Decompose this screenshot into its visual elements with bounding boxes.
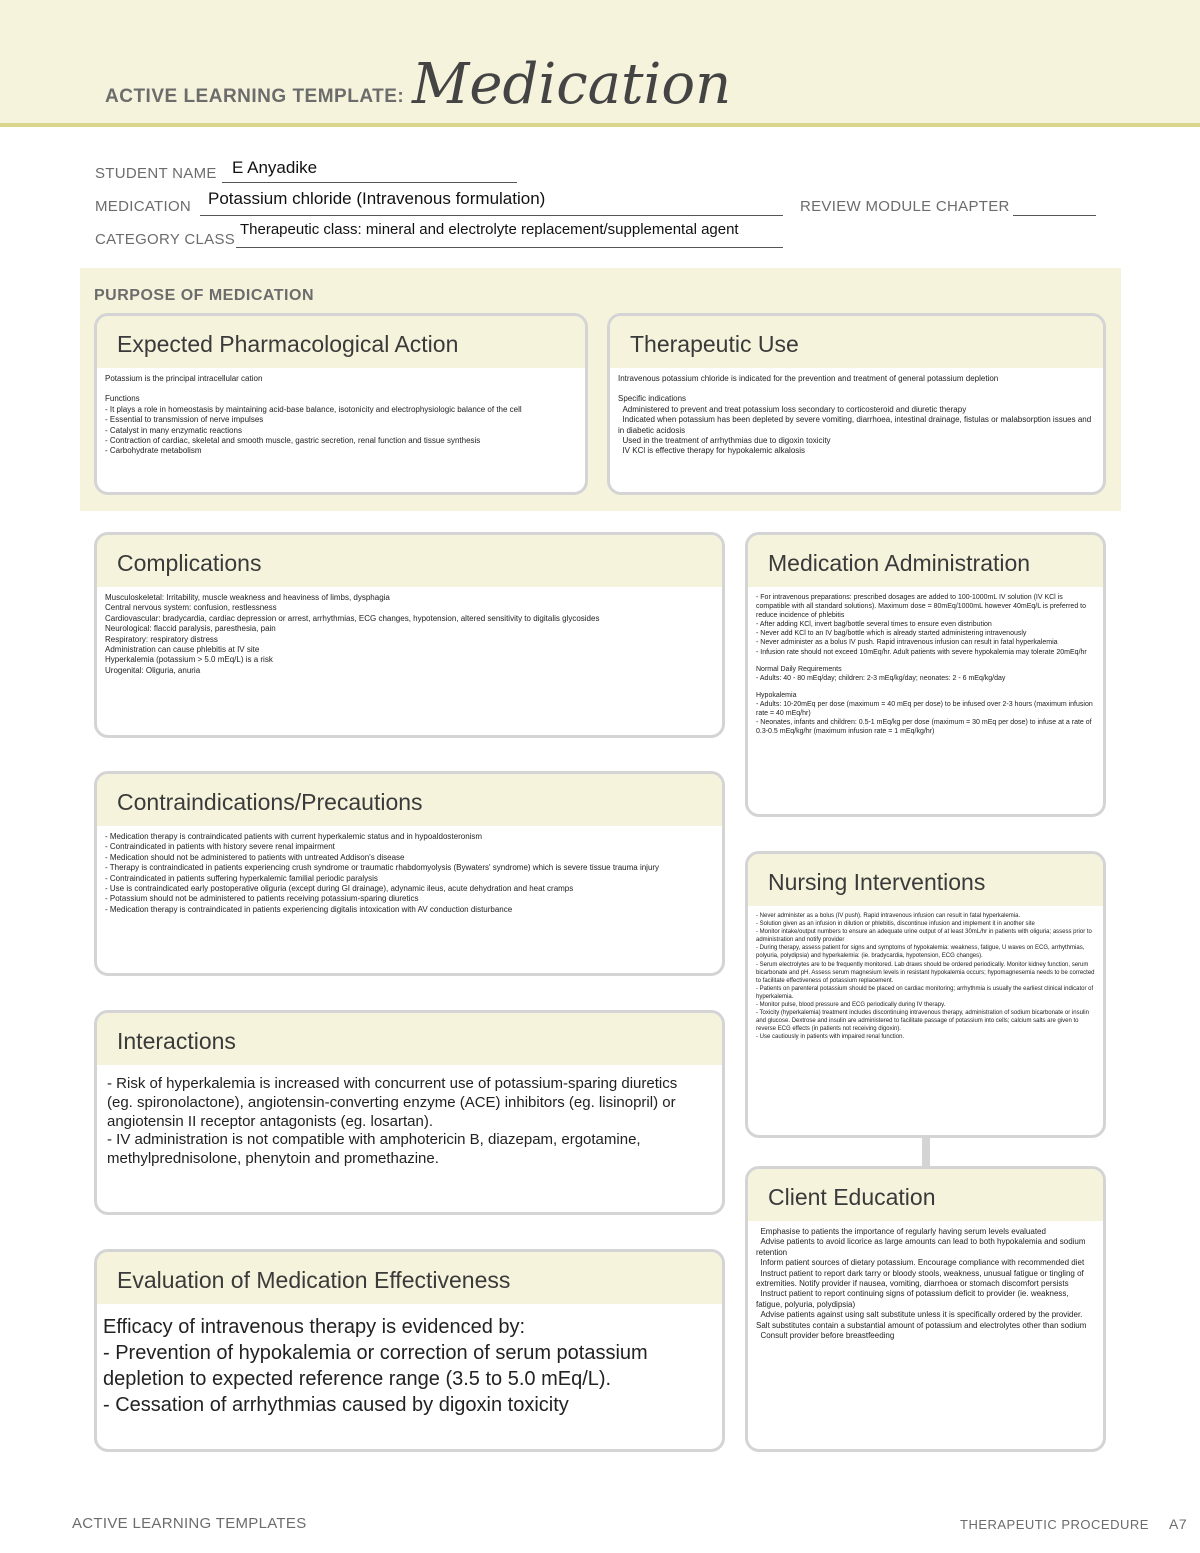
text-line: - Never administer as a bolus (IV push). Rapid intravenous infusion can result in fatal hyperkalemia. [756, 913, 1021, 919]
text-line: - IV administration is not compatible with amphotericin B, diazepam, ergotamine, methylprednisolone, phenytoin and promethazine. [107, 1131, 645, 1167]
text-line: Administration can cause phlebitis at IV site [105, 644, 260, 654]
text-line: Efficacy of intravenous therapy is evidenced by: [103, 1316, 526, 1338]
category-class-label: CATEGORY CLASS [95, 231, 236, 248]
text-line: Emphasise to patients the importance of regularly having serum levels evaluated [756, 1227, 1046, 1236]
text-line: - Solution given as an infusion in dilution or phlebitis, discontinue infusion and implement it in another site [756, 921, 1035, 928]
text-line: - Adults: 10-20mEq per dose (maximum = 40 mEq per dose) to be infused over 2-3 hours (maximum infusion rate = 40 mEq/hr) [756, 700, 1095, 718]
complications-title: Complications [117, 550, 262, 576]
text-line: Administered to prevent and treat potassium loss secondary to corticosteroid and diuretic therapy [618, 404, 967, 414]
administration-title: Medication Administration [768, 550, 1031, 576]
text-line: Functions [105, 394, 140, 404]
text-line: - Monitor pulse, blood pressure and ECG periodically during IV therapy. [756, 1002, 946, 1009]
review-module-field[interactable] [1013, 193, 1096, 216]
expected-action-card [94, 313, 588, 495]
complications-card [94, 532, 725, 738]
interactions-header [97, 1013, 722, 1065]
therapeutic-use-header [610, 316, 1103, 368]
text-line: IV KCl is effective therapy for hypokalemic alkalosis [618, 446, 806, 456]
client-education-card [745, 1166, 1106, 1452]
text-line: - Contraction of cardiac, skeletal and smooth muscle, gastric secretion, renal function and tissue synthesis [105, 435, 481, 445]
contraindications-header [97, 774, 722, 826]
evaluation-card [94, 1249, 725, 1452]
text-line: Consult provider before breastfeeding [756, 1330, 895, 1340]
text-line: Specific indications [618, 394, 687, 404]
student-name-label: STUDENT NAME [95, 165, 217, 182]
therapeutic-use-body [618, 374, 1095, 457]
therapeutic-use-card [607, 313, 1106, 495]
text-line: Normal Daily Requirements [756, 665, 842, 673]
complications-body [105, 593, 714, 676]
footer-page: A7 [1169, 1516, 1188, 1532]
text-line: - After adding KCl, invert bag/bottle several times to ensure even distribution [756, 621, 992, 629]
text-line: - Catalyst in many enzymatic reactions [105, 425, 242, 435]
nursing-title: Nursing Interventions [768, 869, 986, 895]
text-line: Musculoskeletal: Irritability, muscle weakness and heaviness of limbs, dysphagia [105, 593, 390, 602]
text-line: - Patients on parenteral potassium should be placed on cardiac monitoring; arrhythmia is usually the earliest clinical indicator of hyperkalemia. [756, 985, 1095, 1000]
text-line: - Monitor intake/output numbers to ensure an adequate urine output of at least 30mL/hr in patients with oliguria; assess prior to administration and notify provider [756, 929, 1094, 944]
text-line: Used in the treatment of arrhythmias due to digoxin toxicity [618, 435, 831, 445]
text-line: - Cessation of arrhythmias caused by digoxin toxicity [103, 1394, 569, 1416]
contraindications-title: Contraindications/Precautions [117, 789, 423, 815]
text-line: - Toxicity (hyperkalemia) treatment includes discontinuing intravenous therapy, administration of sodium bicarbonate or insulin and glucose. Dextrose and insulin are administered to facilitate passage of potassium into cells; calcium salts are given to reverse ECG effects (in patients not receiving digoxin). [756, 1010, 1091, 1033]
text-line: Respiratory: respiratory distress [105, 634, 218, 644]
text-line: - Adults: 40 - 80 mEq/day; children: 2-3 mEq/kg/day; neonates: 2 - 6 mEq/kg/day [756, 674, 1006, 682]
template-title: Medication [412, 52, 732, 117]
nursing-card [745, 851, 1106, 1138]
text-line: - Essential to transmission of nerve impulses [105, 415, 264, 425]
text-line: - Medication should not be administered to patients with untreated Addison's disease [105, 852, 405, 862]
expected-action-header [97, 316, 585, 368]
contraindications-body [105, 832, 714, 915]
evaluation-title: Evaluation of Medication Effectiveness [117, 1267, 511, 1293]
text-line: - Prevention of hypokalemia or correction of serum potassium depletion to expected reference range (3.5 to 5.0 mEq/L). [103, 1342, 654, 1390]
text-line: Instruct patient to report continuing signs of potassium deficit to provider (ie. weakness, fatigue, polyuria, polydipsia) [756, 1289, 1071, 1309]
administration-card [745, 532, 1106, 817]
therapeutic-use-title: Therapeutic Use [630, 331, 799, 357]
footer-right [960, 1516, 1187, 1532]
expected-action-title: Expected Pharmacological Action [117, 331, 459, 357]
administration-header [748, 535, 1103, 587]
text-line: - Medication therapy is contraindicated in patients experiencing digitalis intoxication with AV conduction disturbance [105, 904, 513, 914]
purpose-title: PURPOSE OF MEDICATION [94, 287, 314, 304]
text-line: Urogenital: Oliguria, anuria [105, 665, 201, 675]
footer-section: THERAPEUTIC PROCEDURE [960, 1517, 1149, 1532]
category-class-value: Therapeutic class: mineral and electrolyte replacement/supplemental agent [240, 221, 739, 238]
nursing-header [748, 854, 1103, 906]
evaluation-body [103, 1314, 706, 1418]
text-line: - Carbohydrate metabolism [105, 446, 202, 456]
administration-body [756, 593, 1095, 736]
expected-action-body [105, 374, 577, 457]
interactions-title: Interactions [117, 1028, 236, 1054]
template-label: ACTIVE LEARNING TEMPLATE: [105, 86, 405, 107]
medication-label: MEDICATION [95, 198, 192, 215]
client-education-body [756, 1227, 1095, 1341]
text-line: Advise patients to avoid licorice as large amounts can lead to both hypokalemia and sodium retention [756, 1237, 1088, 1257]
contraindications-card [94, 771, 725, 976]
footer-left: ACTIVE LEARNING TEMPLATES [72, 1515, 307, 1532]
evaluation-header [97, 1252, 722, 1304]
text-line: - Infusion rate should not exceed 10mEq/hr. Adult patients with severe hypokalemia may tolerate 20mEq/hr [756, 648, 1087, 656]
nursing-body [756, 912, 1095, 1042]
student-name-value: E Anyadike [232, 158, 318, 177]
text-line: - For intravenous preparations: prescribed dosages are added to 100-1000mL IV solution (IV KCl is compatible with all standard solutions). Maximum dose = 80mEq/1000mL however 40mEq/L is preferred to reduce incidence of phlebitis [756, 594, 1088, 620]
text-line: - Potassium should not be administered to patients receiving potassium-sparing diuretics [105, 894, 419, 904]
text-line: Potassium is the principal intracellular cation [105, 374, 263, 383]
interactions-card [94, 1010, 725, 1215]
text-line: - Serum electrolytes are to be frequently monitored. Lab draws should be ordered periodically. Monitor kidney function, serum bicarbonate and pH. Assess serum magnesium levels in resistant hypokalemia occurs; hypomagnesemia needs to be corrected to facilitate effectiveness of potassium replacement. [756, 961, 1097, 984]
text-line: - It plays a role in homeostasis by maintaining acid-base balance, isotonicity and electrophysiologic balance of the cell [105, 404, 522, 414]
text-line: Advise patients against using salt substitute unless it is specifically ordered by the provider. Salt substitutes contain a substantial amount of potassium and electrolytes other than sodium [756, 1310, 1087, 1330]
review-module-label: REVIEW MODULE CHAPTER [800, 198, 1010, 215]
card-connector [922, 1136, 930, 1166]
text-line: - Risk of hyperkalemia is increased with concurrent use of potassium-sparing diuretics (eg. spironolactone), angiotensin-converting enzyme (ACE) inhibitors (eg. lisinopril) or angiotensin II receptor antagonists (eg. losartan). [107, 1075, 682, 1130]
text-line: Neurological: flaccid paralysis, paresthesia, pain [105, 624, 276, 634]
medication-value: Potassium chloride (Intravenous formulation) [208, 189, 546, 208]
text-line: - Use cautiously in patients with impaired renal function. [756, 1034, 905, 1041]
text-line: - Use is contraindicated early postoperative oliguria (except during GI drainage), adynamic ileus, acute dehydration and heat cramps [105, 883, 574, 893]
interactions-body [107, 1075, 702, 1169]
text-line: Intravenous potassium chloride is indicated for the prevention and treatment of general potassium depletion [618, 374, 999, 383]
header-divider [0, 123, 1200, 127]
text-line: - During therapy, assess patient for signs and symptoms of hypokalemia: weakness, fatigue, U waves on ECG, arrhythmias, polyuria, polydipsia) and hyperkalemia: (ie. bradycardia, hypotension, ECG changes). [756, 945, 1087, 960]
text-line: - Therapy is contraindicated in patients experiencing crush syndrome or traumatic rhabdomyolysis (Bywaters' syndrome) which is severe tissue trauma injury [105, 863, 660, 873]
text-line: Hypokalemia [756, 691, 797, 699]
text-line: Indicated when potassium has been depleted by severe vomiting, diarrhoea, intestinal drainage, fistulas or malabsorption issues and in diabetic acidosis [618, 415, 1094, 435]
client-education-header [748, 1169, 1103, 1221]
text-line: - Medication therapy is contraindicated patients with current hyperkalemic status and in hypoaldosteronism [105, 832, 483, 841]
text-line: Instruct patient to report dark tarry or bloody stools, weakness, unusual fatigue or tingling of extremities. Notify provider if nausea, vomiting, diarrhoea or stomach discomfort persists [756, 1268, 1086, 1288]
text-line: Inform patient sources of dietary potassium. Encourage compliance with recommended diet [756, 1258, 1085, 1268]
complications-header [97, 535, 722, 587]
text-line: Central nervous system: confusion, restlessness [105, 603, 277, 613]
text-line: - Never add KCl to an IV bag/bottle which is already started administering intravenously [756, 630, 1027, 638]
text-line: - Neonates, infants and children: 0.5-1 mEq/kg per dose (maximum = 30 mEq per dose) to infuse at a rate of 0.3-0.5 mEq/kg/hr (maximum infusion rate = 1 mEq/kg/hr) [756, 719, 1094, 736]
text-line: - Never administer as a bolus IV push. Rapid intravenous infusion can result in fatal hyperkalemia [756, 639, 1058, 647]
text-line: Cardiovascular: bradycardia, cardiac depression or arrest, arrhythmias, ECG changes, hypotension, altered sensitivity to digitalis glycosides [105, 613, 600, 623]
text-line: Hyperkalemia (potassium > 5.0 mEq/L) is a risk [105, 655, 273, 665]
text-line: - Contraindicated in patients with history severe renal impairment [105, 842, 335, 852]
client-education-title: Client Education [768, 1184, 936, 1210]
text-line: - Contraindicated in patients suffering hyperkalemic familial periodic paralysis [105, 873, 378, 883]
